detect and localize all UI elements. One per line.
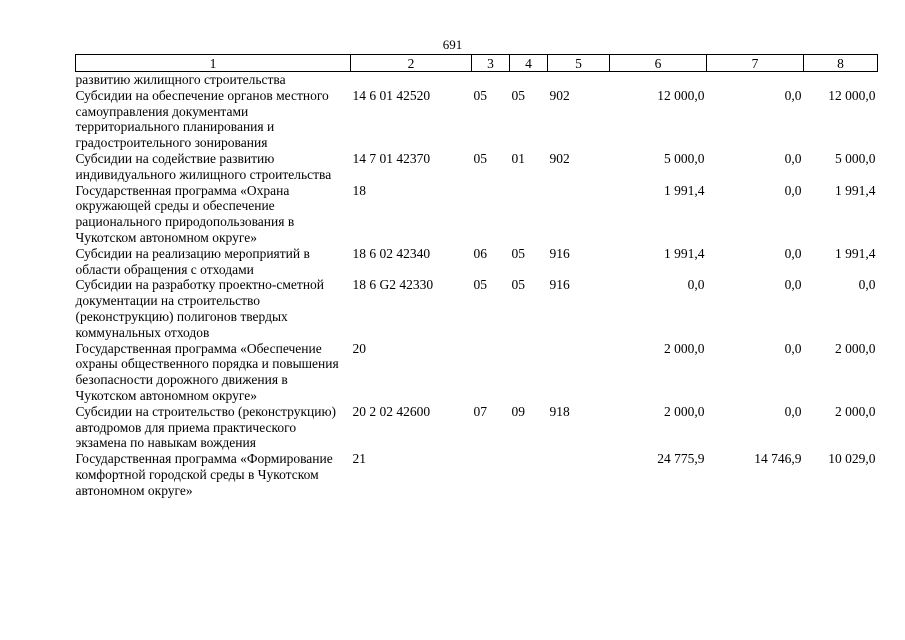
row-amount-federal: 0,0	[784, 403, 802, 419]
row-amount-total: 0,0	[687, 277, 705, 293]
row-subsection	[510, 72, 548, 88]
row-ministry	[548, 72, 610, 88]
row-code: 18 6 G2 42330	[352, 277, 434, 293]
row-code: 18 6 02 42340	[352, 245, 431, 261]
column-header-6: 6	[610, 55, 707, 72]
row-name: Государственная программа «Формирование комфортной городской среды в Чукотском автономном округе»	[75, 451, 333, 498]
row-name: Субсидии на реализацию мероприятий в области обращения с отходами	[75, 245, 310, 277]
row-code: 20	[352, 340, 366, 356]
row-amount-regional: 2 000,0	[835, 340, 876, 356]
row-amount-total: 12 000,0	[657, 87, 705, 103]
row-amount-federal: 0,0	[784, 277, 802, 293]
table-row	[76, 183, 878, 246]
row-amount-federal: 0,0	[784, 245, 802, 261]
row-subsection: 05	[511, 87, 525, 103]
row-subsection: 01	[511, 150, 525, 166]
row-ministry: 916	[549, 277, 570, 293]
row-amount-total: 24 775,9	[657, 451, 705, 467]
table-row	[76, 72, 878, 88]
row-section: 07	[473, 403, 487, 419]
table-row	[76, 88, 878, 151]
row-name: Государственная программа «Обеспечение охраны общественного порядка и повышения безопасности дорожного движения в Чукотском автономном округе»	[75, 340, 339, 403]
row-amount-regional: 1 991,4	[835, 182, 876, 198]
row-name: Субсидии на содействие развитию индивидуального жилищного строительства	[75, 150, 332, 182]
row-ministry	[548, 183, 610, 246]
row-subsection: 05	[511, 245, 525, 261]
row-subsection	[510, 451, 548, 498]
row-amount-federal	[707, 72, 804, 88]
row-section	[472, 183, 510, 246]
row-name: Государственная программа «Охрана окружающей среды и обеспечение рационального природопользования в Чукотском автономном округе»	[75, 182, 295, 245]
row-subsection: 09	[511, 403, 525, 419]
row-amount-total: 2 000,0	[664, 403, 705, 419]
row-code: 18	[352, 182, 366, 198]
column-header-1: 1	[76, 55, 351, 72]
row-amount-regional: 12 000,0	[828, 87, 876, 103]
budget-table	[75, 54, 878, 499]
row-amount-regional: 10 029,0	[828, 451, 876, 467]
column-header-7: 7	[707, 55, 804, 72]
row-ministry: 902	[549, 150, 570, 166]
row-ministry: 918	[549, 403, 570, 419]
row-amount-federal: 0,0	[784, 150, 802, 166]
row-code: 14 6 01 42520	[352, 87, 431, 103]
row-section: 05	[473, 277, 487, 293]
row-code: 20 2 02 42600	[352, 403, 431, 419]
budget-table-container	[75, 54, 877, 499]
row-name: развитию жилищного строительства	[75, 72, 286, 87]
row-ministry	[548, 451, 610, 498]
row-code: 21	[352, 451, 366, 467]
row-ministry: 916	[549, 245, 570, 261]
row-ministry	[548, 341, 610, 404]
row-name: Субсидии на обеспечение органов местного самоуправления документами территориального планирования и градостроительного зонирования	[75, 87, 329, 151]
row-section: 05	[473, 150, 487, 166]
row-name: Субсидии на разработку проектно-сметной документации на строительство (реконструкцию) полигонов твердых коммунальных отходов	[75, 277, 325, 340]
table-row	[76, 246, 878, 278]
row-subsection	[510, 341, 548, 404]
row-amount-total: 5 000,0	[664, 150, 705, 166]
table-row	[76, 277, 878, 340]
row-amount-federal: 0,0	[784, 182, 802, 198]
row-section	[472, 341, 510, 404]
row-code	[351, 72, 472, 88]
row-name: Субсидии на строительство (реконструкцию) автодромов для приема практического экзамена по навыкам вождения	[75, 403, 337, 451]
row-section	[472, 72, 510, 88]
row-amount-regional	[804, 72, 878, 88]
page-number: 691	[442, 37, 463, 52]
row-amount-federal: 14 746,9	[754, 451, 802, 467]
column-header-3: 3	[472, 55, 510, 72]
table-row	[76, 404, 878, 451]
row-amount-regional: 1 991,4	[835, 245, 876, 261]
table-body	[76, 72, 878, 499]
column-header-8: 8	[804, 55, 878, 72]
row-amount-regional: 5 000,0	[835, 150, 876, 166]
row-amount-total	[610, 72, 707, 88]
column-header-2: 2	[351, 55, 472, 72]
row-subsection	[510, 183, 548, 246]
row-code: 14 7 01 42370	[352, 150, 431, 166]
column-header-row	[76, 55, 878, 72]
table-row	[76, 451, 878, 498]
table-row	[76, 151, 878, 183]
column-header-4: 4	[510, 55, 548, 72]
row-section: 06	[473, 245, 487, 261]
row-amount-total: 2 000,0	[664, 340, 705, 356]
row-amount-federal: 0,0	[784, 340, 802, 356]
row-ministry: 902	[549, 87, 570, 103]
row-amount-total: 1 991,4	[664, 245, 705, 261]
row-amount-federal: 0,0	[784, 87, 802, 103]
row-amount-regional: 2 000,0	[835, 403, 876, 419]
row-section	[472, 451, 510, 498]
row-section: 05	[473, 87, 487, 103]
row-amount-regional: 0,0	[858, 277, 876, 293]
column-header-5: 5	[548, 55, 610, 72]
row-amount-total: 1 991,4	[664, 182, 705, 198]
row-subsection: 05	[511, 277, 525, 293]
table-row	[76, 341, 878, 404]
